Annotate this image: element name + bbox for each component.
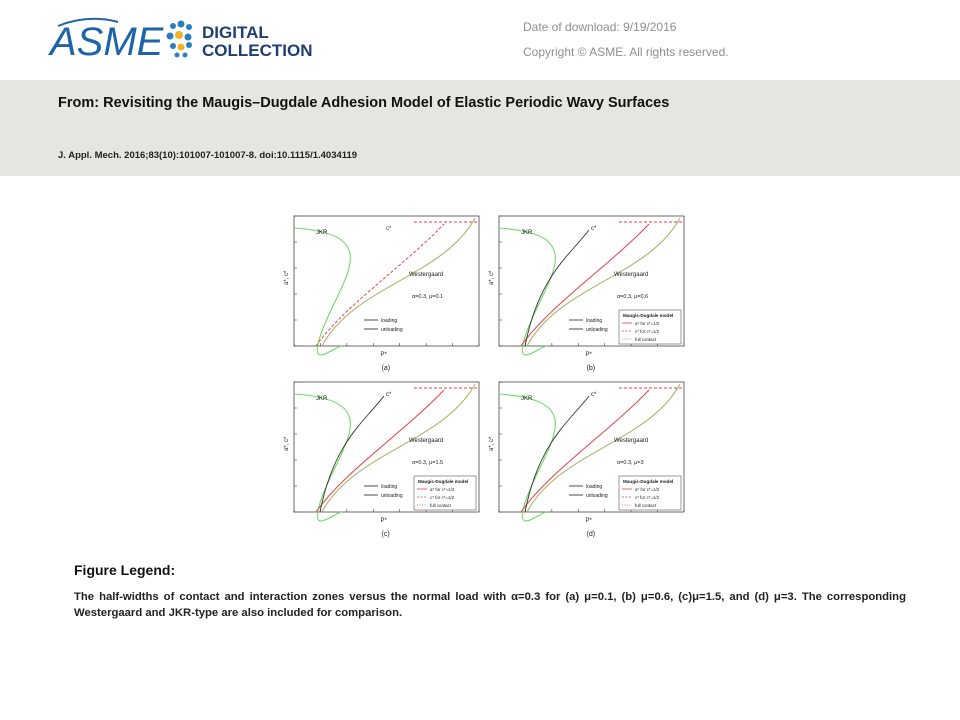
y-axis-label: a*, c* (284, 270, 290, 285)
westergaard-label: Westergaard (409, 272, 444, 278)
panel-label: (c) (381, 531, 390, 538)
legend-unloading: unloading (381, 327, 403, 333)
logo-wordmark: ASME (50, 20, 164, 64)
legend-a-star: a* for c*=1/2 (430, 487, 455, 492)
x-axis-label: P* (585, 518, 592, 524)
c-star-label: c* (591, 226, 597, 232)
panel-label: (a) (381, 365, 391, 372)
panel-plot (487, 210, 692, 376)
y-axis-label: a*, c* (284, 436, 290, 451)
legend-full-contact: full contact (635, 503, 656, 508)
figure (282, 210, 692, 542)
c-star-label: c* (386, 392, 392, 398)
copyright-notice: Copyright © ASME. All rights reserved. (523, 45, 729, 59)
figure-panel-a (282, 210, 487, 376)
legend-box-title: Maugis-Dugdale model (418, 479, 469, 484)
legend-loading: loading (586, 318, 603, 324)
legend-box-title: Maugis-Dugdale model (623, 479, 674, 484)
x-axis-label: P* (585, 352, 592, 358)
legend-a-star: a* for c*=1/2 (635, 321, 660, 326)
figure-panel-c (282, 376, 487, 542)
westergaard-label: Westergaard (409, 438, 444, 444)
legend-unloading: unloading (586, 493, 608, 499)
panel-plot (282, 210, 487, 376)
figure-legend-heading: Figure Legend: (74, 562, 176, 578)
y-axis-label: a*, c* (489, 270, 495, 285)
y-axis-label: a*, c* (489, 436, 495, 451)
jkr-label: JKR (521, 230, 533, 236)
download-date: Date of download: 9/19/2016 (523, 20, 677, 34)
panel-plot (487, 376, 692, 542)
x-axis-label: P* (380, 518, 387, 524)
legend-box-title: Maugis-Dugdale model (623, 313, 674, 318)
panel-plot (282, 376, 487, 542)
jkr-label: JKR (316, 230, 328, 236)
jkr-label: JKR (521, 396, 533, 402)
legend-full-contact: full contact (430, 503, 451, 508)
legend-unloading: unloading (586, 327, 608, 333)
panel-params: α=0.3, μ=0.6 (617, 294, 649, 300)
panel-params: α=0.3, μ=1.5 (412, 460, 444, 466)
figure-legend-caption: The half-widths of contact and interaction zones versus the normal load with α=0.3 for (a) μ=0.1, (b) μ=0.6, (c)μ=1.5, and (d) μ=3. The corresponding Westergaard and JKR-type are also included for comparison. (74, 591, 906, 619)
panel-label: (b) (586, 365, 596, 372)
page-header (0, 0, 960, 80)
westergaard-label: Westergaard (614, 438, 649, 444)
article-citation[interactable]: J. Appl. Mech. 2016;83(10):101007-101007-8. doi:10.1115/1.4034119 (58, 150, 358, 161)
westergaard-label: Westergaard (614, 272, 649, 278)
asme-logo (48, 12, 328, 67)
logo-line2: COLLECTION (202, 41, 313, 60)
legend-c-star: c* for c*=1/2 (635, 329, 660, 334)
legend-unloading: unloading (381, 493, 403, 499)
legend-full-contact: full contact (635, 337, 656, 342)
jkr-label: JKR (316, 396, 328, 402)
panel-params: α=0.3, μ=0.1 (412, 294, 444, 300)
jkr-curve (294, 228, 350, 355)
legend-c-star: c* for c*=1/2 (635, 495, 660, 500)
legend-c-star: c* for c*=1/2 (430, 495, 455, 500)
legend-loading: loading (586, 484, 603, 490)
logo-line1: DIGITAL (202, 23, 269, 42)
x-axis-label: P* (380, 352, 387, 358)
panel-label: (d) (586, 531, 596, 538)
legend-loading: loading (381, 484, 398, 490)
figure-panel-b (487, 210, 692, 376)
figure-panel-d (487, 376, 692, 542)
legend-a-star: a* for c*=1/2 (635, 487, 660, 492)
panel-params: α=0.3, μ=3 (617, 460, 644, 466)
legend-loading: loading (381, 318, 398, 324)
article-title: From: Revisiting the Maugis–Dugdale Adhesion Model of Elastic Periodic Wavy Surfaces (58, 95, 670, 111)
c-star-label: c* (591, 392, 597, 398)
c-star-label: c* (386, 226, 392, 232)
